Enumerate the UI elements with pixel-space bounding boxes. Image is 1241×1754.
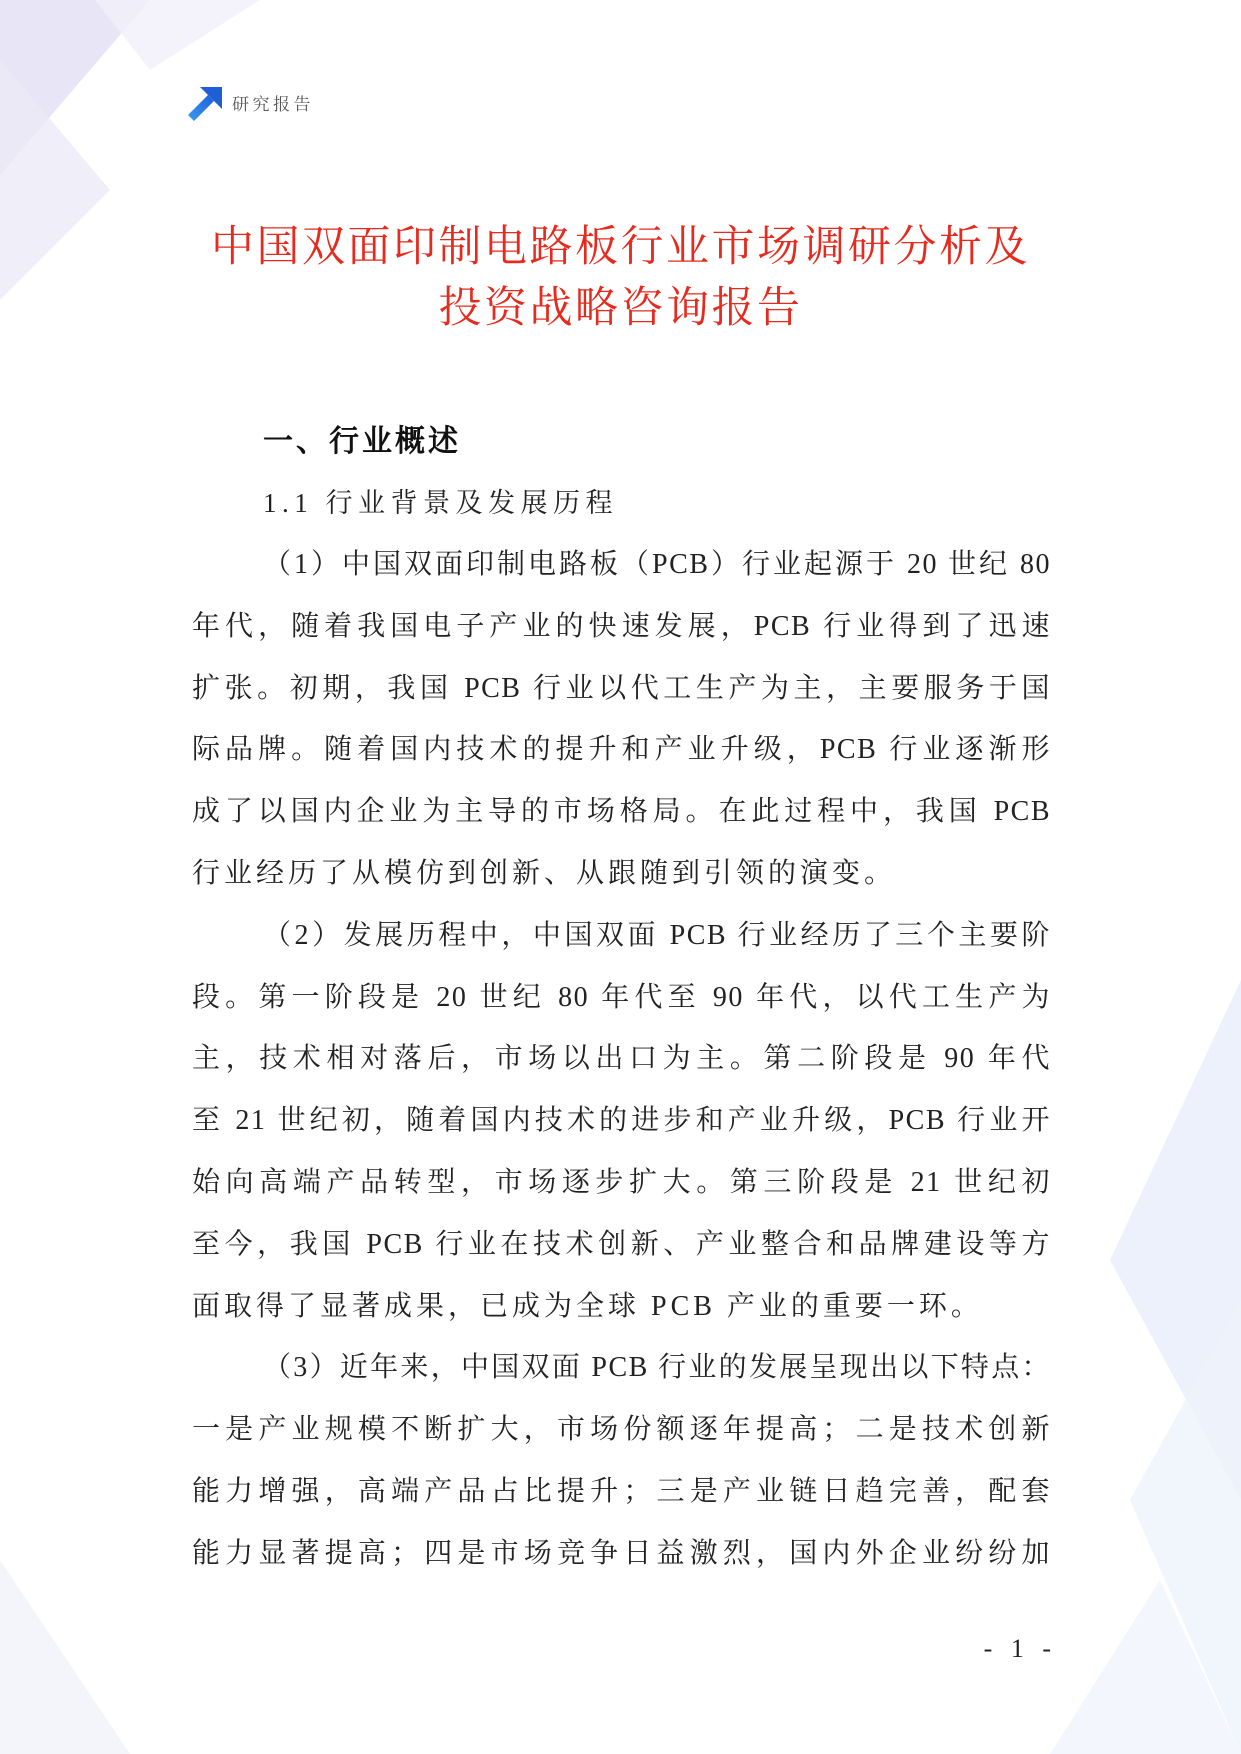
title-line: 投资战略咨询报告 — [438, 284, 803, 332]
paragraph-line: 成了以国内企业为主导的市场格局。在此过程中，我国 PCB — [192, 796, 1051, 828]
paragraph — [192, 905, 1051, 1338]
paragraph — [192, 1337, 1051, 1584]
paragraph-line: 段。第一阶段是 20 世纪 80 年代至 90 年代，以代工生产为 — [192, 981, 1051, 1013]
paragraph-line: 始向高端产品转型，市场逐步扩大。第三阶段是 21 世纪初 — [192, 1166, 1051, 1198]
report-title — [0, 217, 1241, 339]
paragraph-line: 至今，我国 PCB 行业在技术创新、产业整合和品牌建设等方 — [192, 1228, 1051, 1260]
paragraph-line: 面取得了显著成果，已成为全球 PCB 产业的重要一环。 — [192, 1290, 983, 1322]
paragraph-line: 际品牌。随着国内技术的提升和产业升级，PCB 行业逐渐形 — [192, 734, 1051, 766]
page-number: - 1 - — [983, 1634, 1057, 1663]
title-line: 中国双面印制电路板行业市场调研分析及 — [211, 223, 1030, 271]
paragraph-line: 至 21 世纪初，随着国内技术的进步和产业升级，PCB 行业开 — [192, 1105, 1051, 1137]
paragraph-line: 能力增强，高端产品占比提升；三是产业链日趋完善，配套 — [192, 1475, 1051, 1507]
paragraph-line: 行业经历了从模仿到创新、从跟随到引领的演变。 — [192, 857, 897, 889]
paragraph-line: 能力显著提高；四是市场竞争日益激烈，国内外企业纷纷加 — [192, 1537, 1051, 1569]
paragraph-line: 一是产业规模不断扩大，市场份额逐年提高；二是技术创新 — [192, 1414, 1051, 1446]
paragraph-line: 主，技术相对落后，市场以出口为主。第二阶段是 90 年代 — [192, 1043, 1051, 1075]
paragraph-line: （3）近年来，中国双面 PCB 行业的发展呈现出以下特点： — [263, 1352, 1051, 1384]
section-heading: 一、行业概述 — [263, 425, 461, 458]
body-text — [192, 534, 1051, 1585]
paragraph-line: （1）中国双面印制电路板（PCB）行业起源于 20 世纪 80 — [263, 549, 1051, 580]
paragraph — [192, 534, 1051, 905]
paragraph-line: 扩张。初期，我国 PCB 行业以代工生产为主，主要服务于国 — [192, 672, 1051, 704]
subsection-heading: 1.1 行业背景及发展历程 — [263, 488, 618, 518]
paragraph-line: 年代，随着我国电子产业的快速发展，PCB 行业得到了迅速 — [192, 610, 1051, 642]
header-label: 研究报告 — [232, 95, 314, 114]
paragraph-line: （2）发展历程中，中国双面 PCB 行业经历了三个主要阶 — [263, 919, 1051, 951]
arrow-up-right-icon — [188, 87, 222, 121]
